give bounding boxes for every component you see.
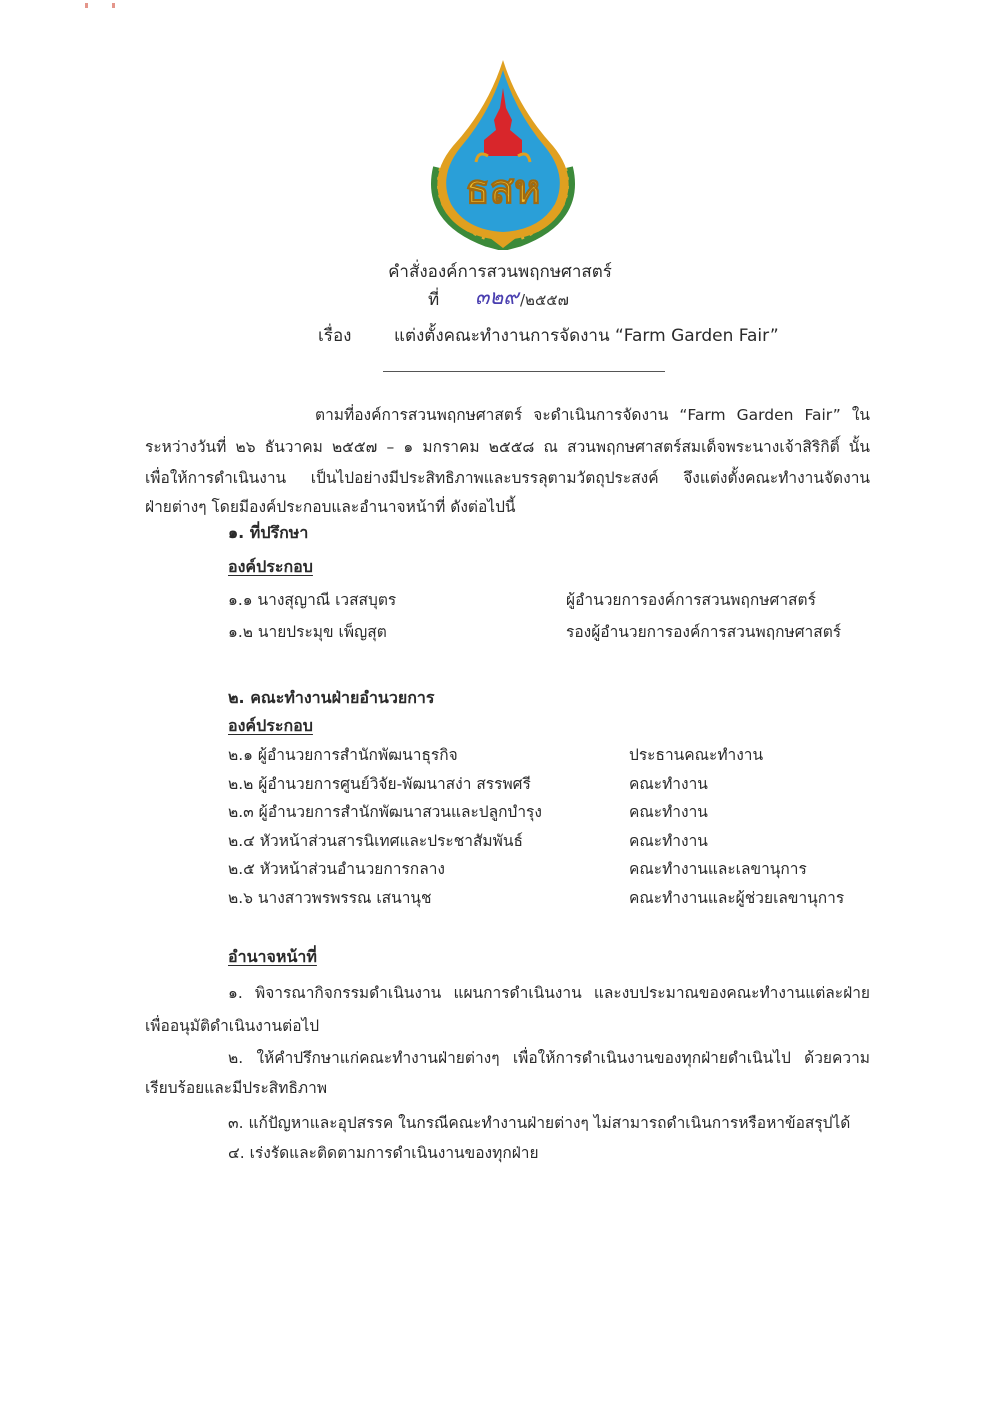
subject-text: แต่งตั้งคณะทำงานการจัดงาน “Farm Garden Fair” <box>394 326 779 346</box>
member-name: ๒.๖ นางสาวพรพรรณ เสนานุช <box>228 889 432 907</box>
duty-item: ๒. ให้คำปรึกษาแก่คณะทำงานฝ่ายต่างๆ เพื่อให้การดำเนินงานของทุกฝ่ายดำเนินไป ด้วยความ <box>228 1049 870 1067</box>
intro-line: เพื่อให้การดำเนินงาน เป็นไปอย่างมีประสิทธิภาพและบรรลุตามวัตถุประสงค์ จึงแต่งตั้งคณะทำงานจัดงาน <box>145 469 870 487</box>
members-label: องค์ประกอบ <box>228 557 313 576</box>
organization-emblem-icon <box>418 58 588 250</box>
order-number-year: /๒๕๕๗ <box>520 291 569 309</box>
svg-text:ธสห: ธสห <box>465 166 541 213</box>
member-role: คณะทำงานและเลขานุการ <box>629 860 807 878</box>
member-role: ประธานคณะทำงาน <box>629 746 764 764</box>
member-role: คณะทำงาน <box>629 803 708 821</box>
duty-item-continuation: เรียบร้อยและมีประสิทธิภาพ <box>145 1079 328 1097</box>
duty-item-continuation: เพื่ออนุมัติดำเนินงานต่อไป <box>145 1017 320 1035</box>
duty-item: ๔. เร่งรัดและติดตามการดำเนินงานของทุกฝ่าย <box>228 1144 539 1162</box>
duties-label: อำนาจหน้าที่ <box>228 947 317 966</box>
member-role: รองผู้อำนวยการองค์การสวนพฤกษศาสตร์ <box>566 623 842 641</box>
scan-mark <box>112 3 115 8</box>
section-heading-admin: ๒. คณะทำงานฝ่ายอำนวยการ <box>228 688 435 707</box>
member-role: คณะทำงาน <box>629 775 708 793</box>
scan-mark <box>85 3 88 8</box>
member-role: คณะทำงาน <box>629 832 708 850</box>
member-name: ๒.๓ ผู้อำนวยการสำนักพัฒนาสวนและปลูกบำรุง <box>228 803 542 821</box>
member-name: ๑.๑ นางสุญาณี เวสสบุตร <box>228 591 397 609</box>
section-heading-advisors: ๑. ที่ปรึกษา <box>228 523 309 542</box>
member-name: ๒.๔ หัวหน้าส่วนสารนิเทศและประชาสัมพันธ์ <box>228 832 523 850</box>
intro-line: ระหว่างวันที่ ๒๖ ธันวาคม ๒๕๕๗ – ๑ มกราคม ๒๕๕๘ ณ สวนพฤกษศาสตร์สมเด็จพระนางเจ้าสิริกิติ์ นั้น <box>145 438 870 456</box>
member-name: ๒.๕ หัวหน้าส่วนอำนวยการกลาง <box>228 860 445 878</box>
subject-label: เรื่อง <box>318 326 352 346</box>
member-role: ผู้อำนวยการองค์การสวนพฤกษศาสตร์ <box>566 591 816 609</box>
order-title: คำสั่งองค์การสวนพฤกษศาสตร์ <box>388 262 612 282</box>
member-name: ๒.๑ ผู้อำนวยการสำนักพัฒนาธุรกิจ <box>228 746 458 764</box>
members-label: องค์ประกอบ <box>228 716 313 735</box>
member-name: ๑.๒ นายประมุข เพ็ญสุต <box>228 623 387 641</box>
member-role: คณะทำงานและผู้ช่วยเลขานุการ <box>629 889 845 907</box>
order-number-label: ที่ <box>428 290 440 310</box>
intro-line: ตามที่องค์การสวนพฤกษศาสตร์ จะดำเนินการจัดงาน “Farm Garden Fair” ใน <box>315 406 870 424</box>
header-divider <box>383 371 665 372</box>
intro-line: ฝ่ายต่างๆ โดยมีองค์ประกอบและอำนาจหน้าที่ ดังต่อไปนี้ <box>145 498 516 516</box>
duty-item: ๓. แก้ปัญหาและอุปสรรค ในกรณีคณะทำงานฝ่ายต่างๆ ไม่สามารถดำเนินการหรือหาข้อสรุปได้ <box>228 1114 851 1132</box>
member-name: ๒.๒ ผู้อำนวยการศูนย์วิจัย-พัฒนาสง่า สรรพศรี <box>228 775 531 793</box>
order-number-handwritten: ๓๒๙ <box>475 285 519 309</box>
duty-item: ๑. พิจารณากิจกรรมดำเนินงาน แผนการดำเนินงาน และงบประมาณของคณะทำงานแต่ละฝ่าย <box>228 984 870 1002</box>
